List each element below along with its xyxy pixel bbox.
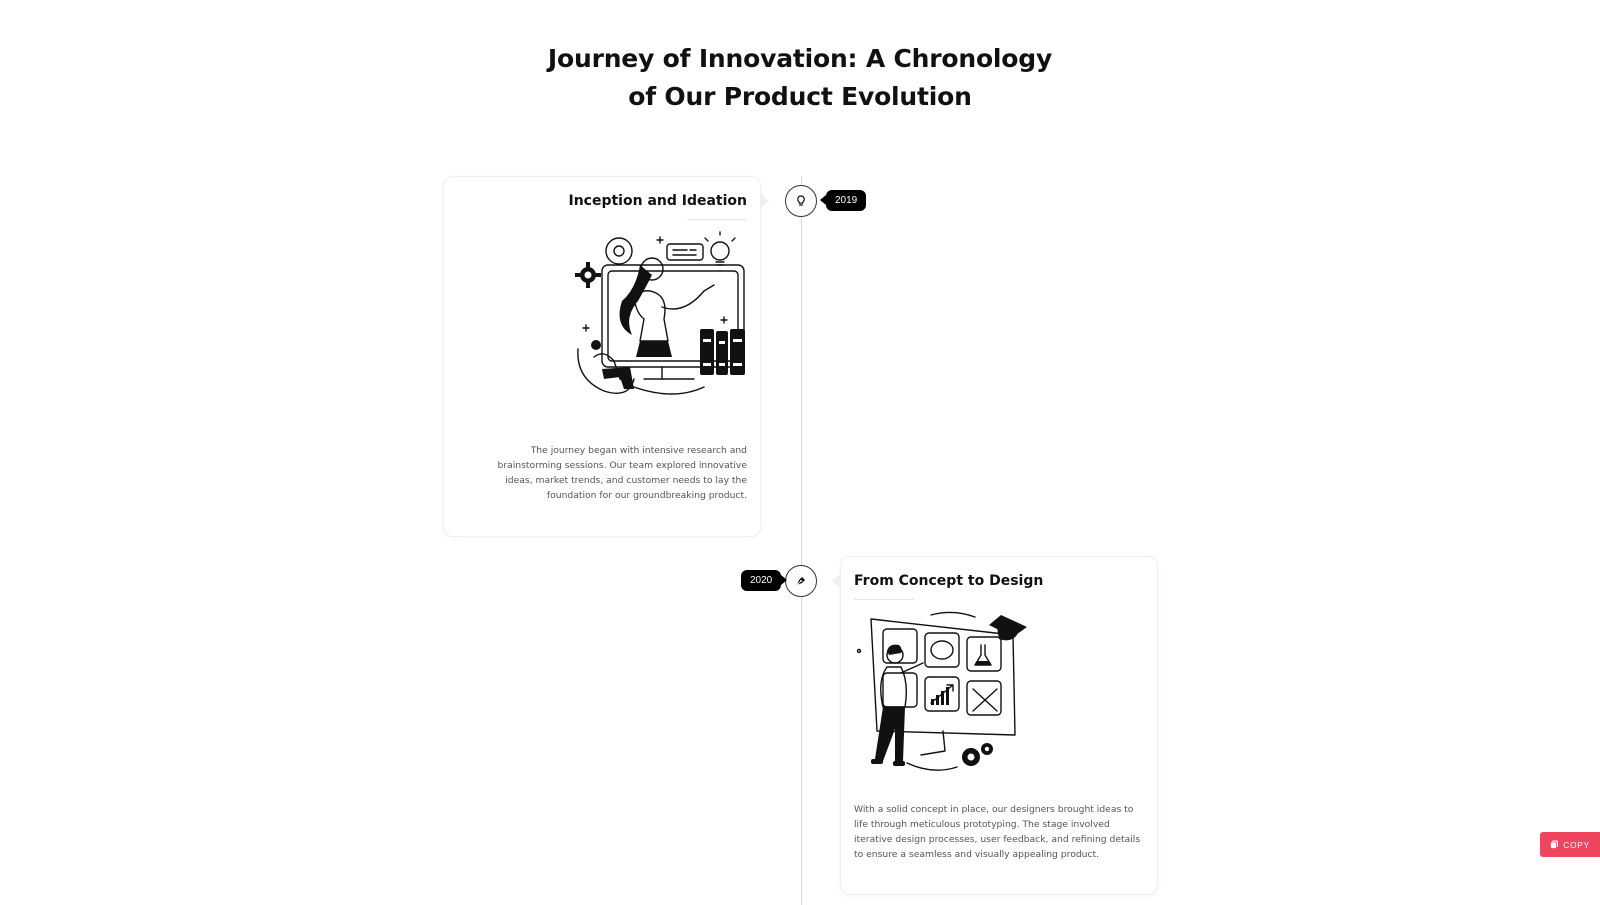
card-title: From Concept to Design bbox=[854, 573, 1044, 589]
timeline-line bbox=[801, 176, 802, 905]
card-title: Inception and Ideation bbox=[568, 193, 747, 209]
card-description: With a solid concept in place, our designers brought ideas to life through meticulous prototyping. The stage involved iterative design processes, user feedback, and refining details to ensure a seamless and visually appealing product. bbox=[854, 804, 1141, 860]
card-title-divider bbox=[854, 599, 914, 600]
lightbulb-icon bbox=[794, 194, 808, 208]
card-pointer bbox=[832, 574, 840, 588]
card-title-divider bbox=[687, 219, 747, 220]
copy-button-label: COPY bbox=[1563, 839, 1590, 850]
timeline-node-2019 bbox=[785, 185, 817, 217]
page-title-line-1: Journey of Innovation: A Chronology bbox=[547, 44, 1053, 73]
copy-icon bbox=[1550, 840, 1559, 849]
page-title bbox=[0, 40, 1600, 116]
pen-nib-icon bbox=[794, 574, 808, 588]
card-description: The journey began with intensive research and brainstorming sessions. Our team explored innovative ideas, market trends, and customer needs to lay the foundation for our groundbreaking product. bbox=[497, 445, 747, 501]
timeline-card-inception bbox=[443, 176, 761, 537]
timeline-card-concept-design bbox=[840, 556, 1158, 895]
designer-prototyping-illustration bbox=[853, 611, 1039, 791]
copy-button[interactable] bbox=[1540, 832, 1600, 857]
year-badge-2020: 2020 bbox=[741, 570, 781, 591]
page-title-line-2: of Our Product Evolution bbox=[628, 82, 972, 111]
woman-brainstorming-illustration bbox=[574, 229, 754, 409]
timeline-node-2020 bbox=[785, 565, 817, 597]
year-badge-2019: 2019 bbox=[826, 190, 866, 211]
card-pointer bbox=[761, 194, 769, 208]
